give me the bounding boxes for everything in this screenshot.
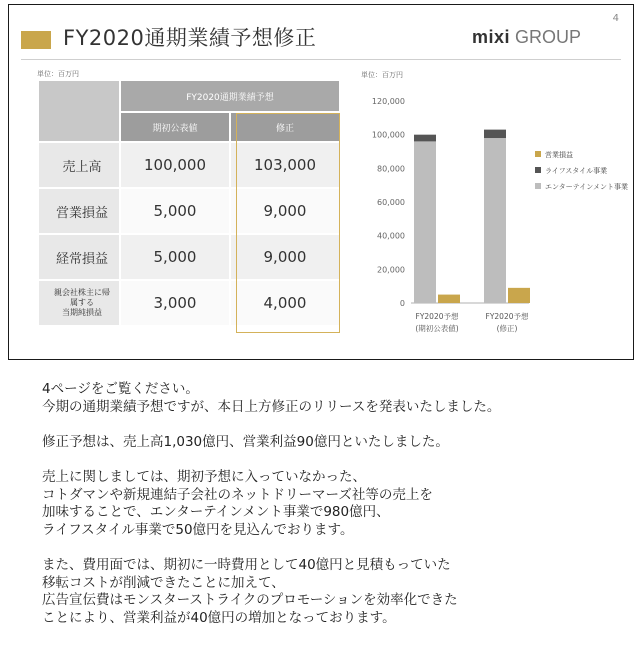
bar-エンターテインメント事業 [414, 141, 436, 303]
cell-ordinary-initial: 5,000 [120, 234, 230, 280]
narration-line: 修正予想は、売上高1,030億円、営業利益90億円といたしました。 [42, 433, 449, 450]
paragraph-gap [42, 416, 622, 434]
x-category-label: (期初公表値) [415, 324, 459, 333]
table-group-header: FY2020通期業績予想 [120, 80, 340, 112]
cell-ordinary-revised: 9,000 [230, 234, 340, 280]
legend-label: エンターテインメント事業 [545, 183, 629, 191]
row-label-net-income [38, 280, 120, 326]
bar-エンターテインメント事業 [484, 138, 506, 303]
narration-text [42, 381, 622, 627]
paragraph-gap [42, 451, 622, 469]
row-label-operating: 営業損益 [38, 188, 120, 234]
mixi-group-logo [472, 27, 581, 48]
bar-営業損益 [508, 288, 530, 303]
table-row [38, 142, 340, 188]
net-income-label-line: 属する [70, 298, 94, 307]
narration-line: 移転コストが削減できたことに加えて、 [42, 574, 285, 591]
bar-ライフスタイル事業 [414, 135, 436, 142]
narration-line: 広告宣伝費はモンスターストライクのプロモーションを効率化できた [42, 592, 458, 609]
legend-swatch [535, 151, 541, 157]
table-row [38, 188, 340, 234]
x-category-label: (修正) [496, 324, 518, 333]
legend-swatch [535, 167, 541, 173]
y-tick-label: 60,000 [377, 198, 405, 207]
forecast-table [37, 79, 341, 327]
narration-line: 加味することで、エンターテインメント事業で980億円、 [42, 504, 390, 521]
chart-unit-label: 単位：百万円 [361, 71, 403, 79]
bar-営業損益 [438, 295, 460, 303]
table-corner [38, 80, 120, 142]
table-unit-label: 単位：百万円 [37, 70, 79, 78]
y-tick-label: 120,000 [371, 97, 405, 106]
logo-mixi: mixi [471, 27, 510, 47]
legend-swatch [535, 183, 541, 189]
narration-line: 4ページをご覧ください。 [42, 381, 199, 397]
title-accent-bar [21, 31, 51, 49]
col-header-initial: 期初公表値 [120, 112, 230, 142]
x-category-label: FY2020予想 [485, 312, 529, 321]
logo-group: GROUP [509, 27, 581, 47]
page-number: 4 [612, 13, 619, 24]
cell-sales-revised: 103,000 [230, 142, 340, 188]
row-label-sales: 売上高 [38, 142, 120, 188]
y-tick-label: 100,000 [371, 130, 405, 140]
slide [8, 4, 634, 360]
cell-operating-revised: 9,000 [230, 188, 340, 234]
paragraph-gap [42, 539, 622, 557]
x-category-label: FY2020予想 [415, 312, 459, 321]
y-tick-label: 20,000 [377, 265, 405, 275]
narration-line: コトダマンや新規連結子会社のネットドリーマーズ社等の売上を [42, 486, 433, 503]
legend-label: ライフスタイル事業 [545, 167, 608, 175]
cell-net-initial: 3,000 [120, 280, 230, 326]
net-income-label-line: 当期純損益 [62, 308, 102, 317]
bar-ライフスタイル事業 [484, 130, 506, 138]
header-divider [21, 59, 621, 60]
table-row [38, 280, 340, 326]
narration-line: 売上に関しましては、期初予想に入っていなかった、 [42, 468, 366, 485]
narration-line: 今期の通期業績予想ですが、本日上方修正のリリースを発表いたしました。 [42, 398, 501, 415]
narration-line: また、費用面では、期初に一時費用として40億円と見積もっていた [42, 556, 451, 573]
col-header-revised: 修正 [230, 112, 340, 142]
cell-operating-initial: 5,000 [120, 188, 230, 234]
legend-label: 営業損益 [545, 151, 573, 159]
y-tick-label: 0 [399, 299, 405, 308]
row-label-ordinary: 経常損益 [38, 234, 120, 280]
cell-sales-initial: 100,000 [120, 142, 230, 188]
y-tick-label: 80,000 [377, 164, 405, 174]
narration-line: ことにより、営業利益が40億円の増加となっております。 [42, 609, 396, 626]
narration-line: ライフスタイル事業で50億円を見込んでおります。 [42, 521, 354, 538]
segment-bar-chart [339, 65, 635, 361]
net-income-label-line: 親会社株主に帰 [54, 288, 110, 297]
table-row [38, 234, 340, 280]
slide-title: FY2020通期業績予想修正 [63, 26, 317, 50]
y-tick-label: 40,000 [377, 231, 405, 241]
cell-net-revised: 4,000 [230, 280, 340, 326]
